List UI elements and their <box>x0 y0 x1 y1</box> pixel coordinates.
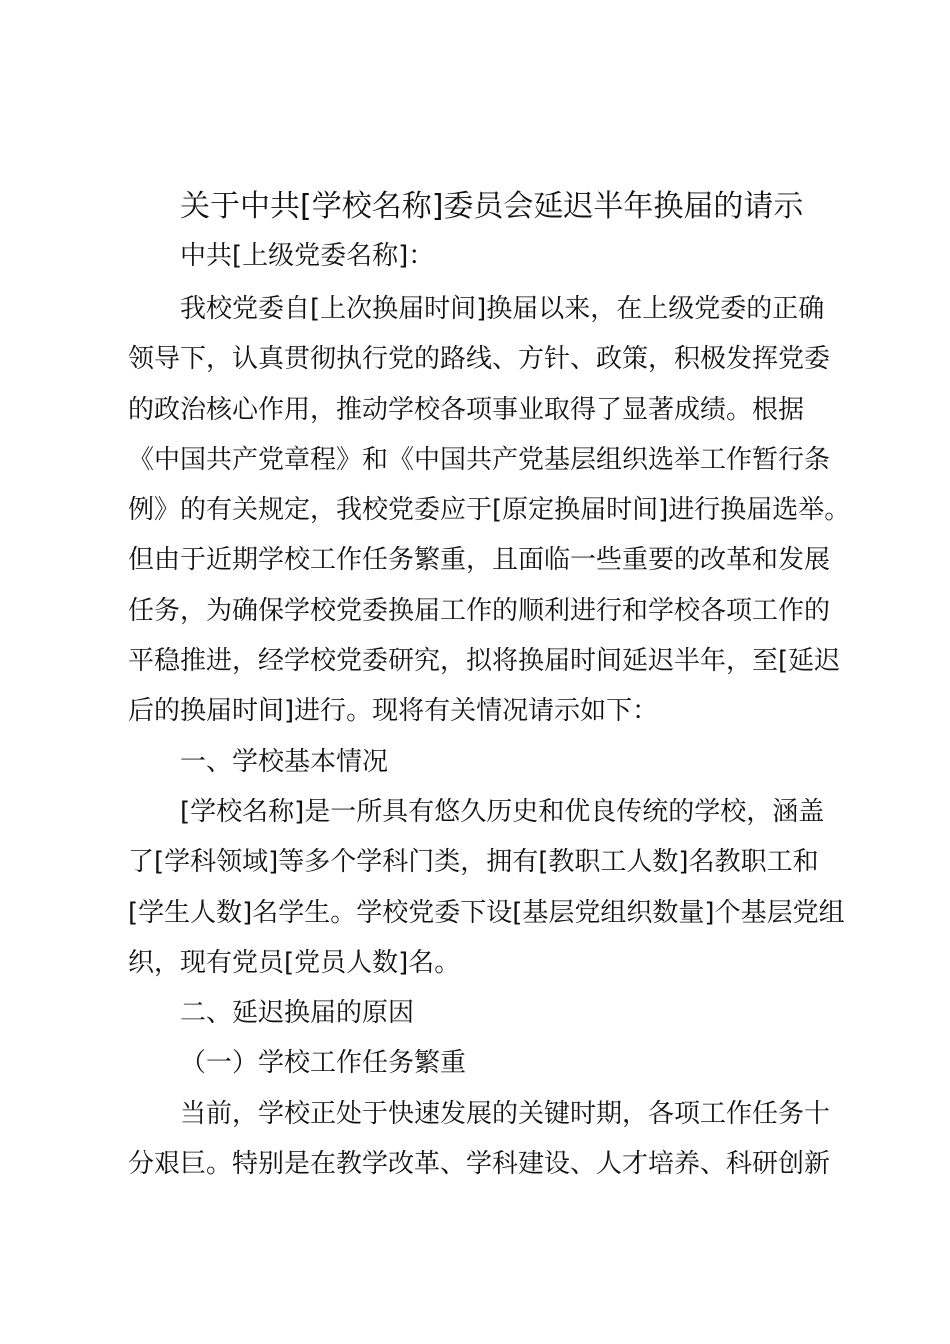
paragraph-line: 任务，为确保学校党委换届工作的顺利进行和学校各项工作的 <box>128 595 831 626</box>
paragraph-line: 平稳推进，经学校党委研究，拟将换届时间延迟半年，至[延迟 <box>128 646 841 677</box>
paragraph-line: [学校名称]是一所具有悠久历史和优良传统的学校，涵盖 <box>180 796 825 827</box>
paragraph-line: 织，现有党员[党员人数]名。 <box>128 947 461 978</box>
document-title: 关于中共[学校名称]委员会延迟半年换届的请示 <box>180 189 804 224</box>
paragraph-line: 但由于近期学校工作任务繁重，且面临一些重要的改革和发展 <box>128 545 831 576</box>
paragraph-line: 了[学科领域]等多个学科门类，拥有[教职工人数]名教职工和 <box>128 847 819 878</box>
paragraph-line: 的政治核心作用，推动学校各项事业取得了显著成绩。根据 <box>128 394 805 425</box>
paragraph-line: 后的换届时间]进行。现将有关情况请示如下： <box>128 696 659 727</box>
document-body <box>128 284 851 1189</box>
paragraph-line: 当前，学校正处于快速发展的关键时期，各项工作任务十 <box>180 1098 831 1129</box>
section-heading: 二、延迟换届的原因 <box>180 998 415 1029</box>
paragraph-line: [学生人数]名学生。学校党委下设[基层党组织数量]个基层党组 <box>128 897 845 928</box>
salutation: 中共[上级党委名称]： <box>180 241 435 271</box>
paragraph-line: 领导下，认真贯彻执行党的路线、方针、政策，积极发挥党委 <box>128 344 831 375</box>
paragraph-line: 我校党委自[上次换届时间]换届以来，在上级党委的正确 <box>180 294 825 324</box>
paragraph-line: 例》的有关规定，我校党委应于[原定换届时间]进行换届选举。 <box>128 495 851 526</box>
section-heading: 一、学校基本情况 <box>180 746 389 777</box>
paragraph-line: 《中国共产党章程》和《中国共产党基层组织选举工作暂行条 <box>128 444 831 475</box>
paragraph-line: 分艰巨。特别是在教学改革、学科建设、人才培养、科研创新 <box>128 1149 831 1180</box>
subsection-heading: （一）学校工作任务繁重 <box>180 1048 467 1079</box>
